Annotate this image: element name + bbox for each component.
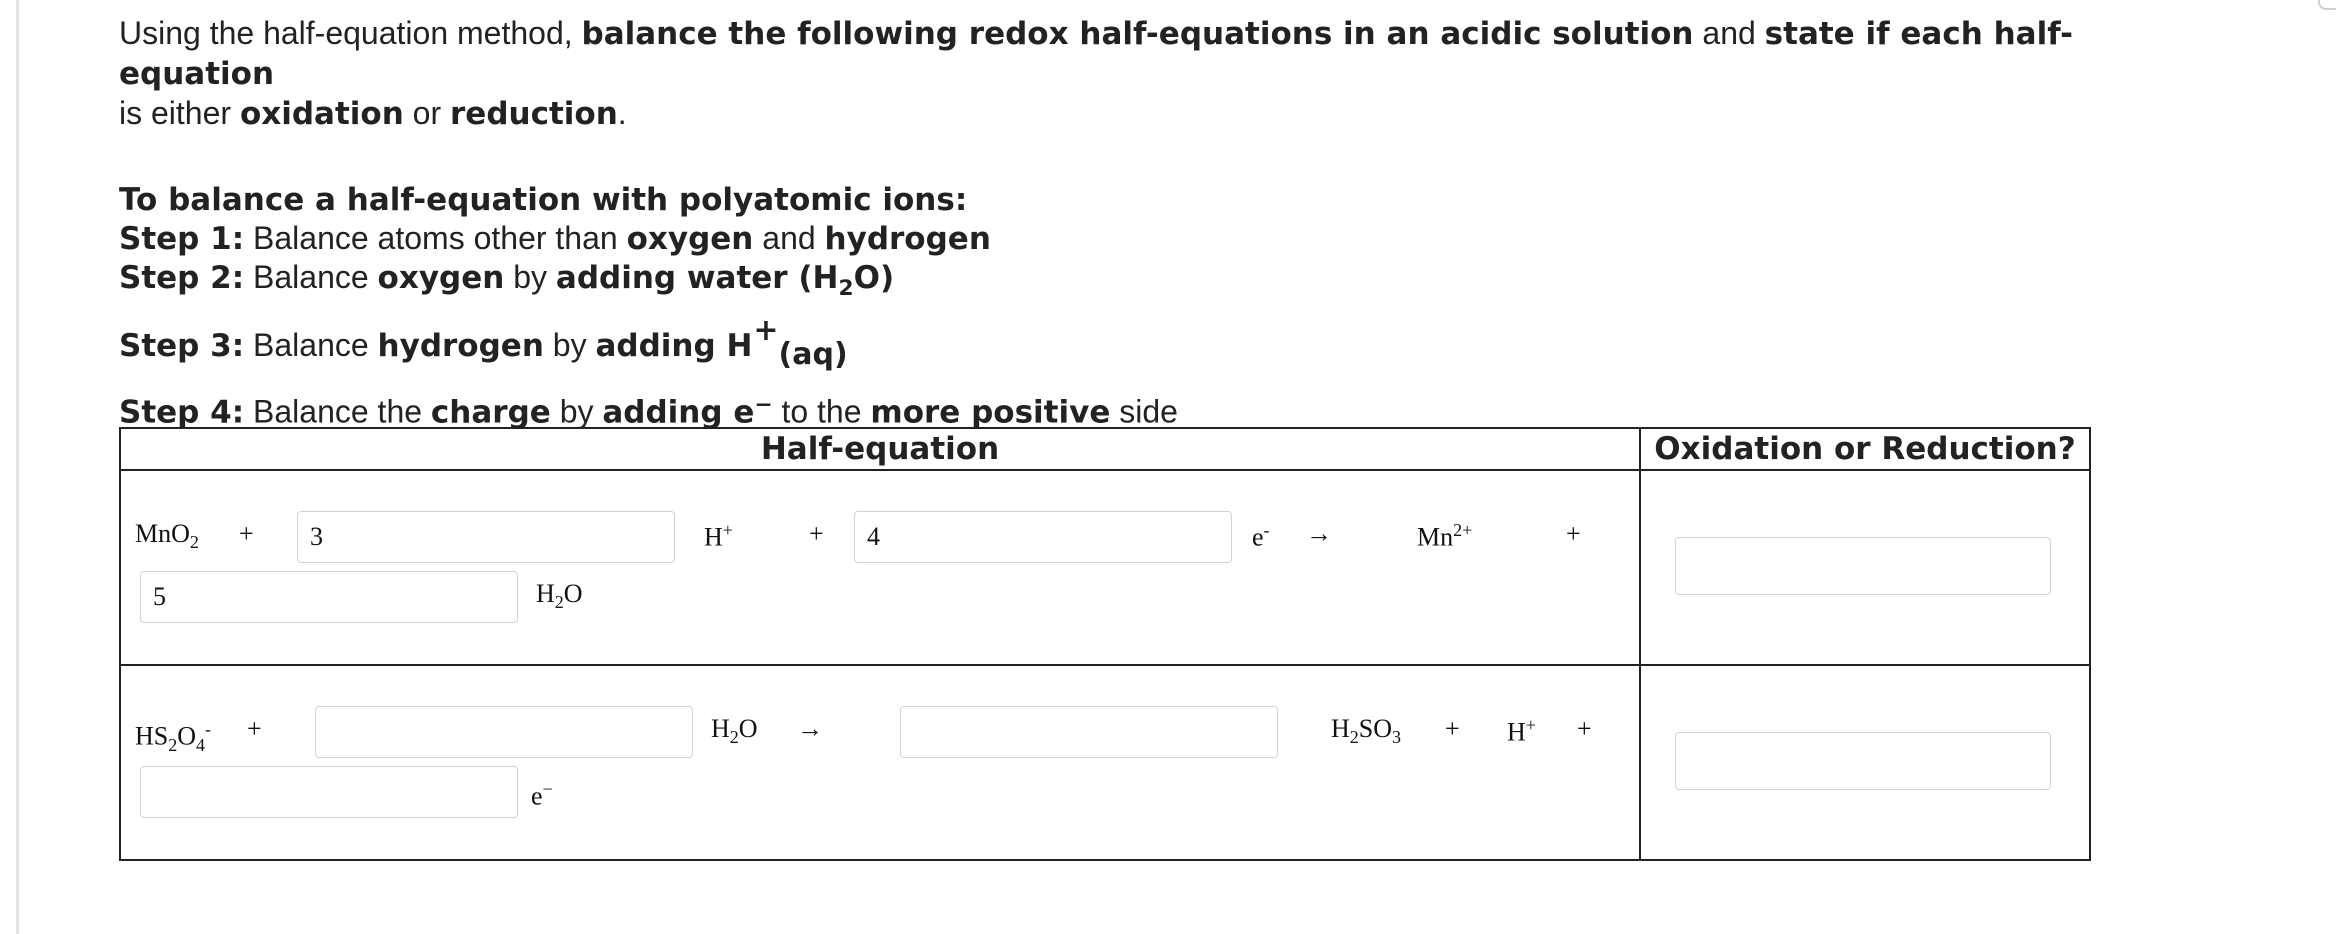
question-content <box>119 14 2119 432</box>
plus-sign: + <box>1445 714 1460 743</box>
oxidation-or-reduction-input-1[interactable] <box>1675 537 2051 595</box>
half-equation-cell-1 <box>120 470 1640 665</box>
formula-h2so3: $H_2SO_3$ <box>1331 714 1402 748</box>
formula-h2o: $H_2O$ <box>711 714 758 748</box>
table-row <box>120 470 2090 665</box>
formula-mn2-plus: $Mn^{2+}$ <box>1417 520 1473 552</box>
coefficient-input-h2so3[interactable] <box>900 706 1278 758</box>
step-2: Step 2: Balance oxygen by adding water $(H_2O)$ <box>119 259 895 302</box>
header-oxidation-or-reduction: Oxidation or Reduction? <box>1640 428 2090 470</box>
answer-cell-2 <box>1640 665 2090 860</box>
plus-sign: + <box>1566 519 1581 548</box>
steps-list <box>119 180 2119 432</box>
steps-heading: To balance a half-equation with polyatomic ions: <box>119 182 968 218</box>
coefficient-input-h-plus[interactable]: 3 <box>297 511 675 563</box>
coefficient-input-h2o[interactable] <box>315 706 693 758</box>
coefficient-input-electron[interactable] <box>140 766 518 818</box>
plus-sign: + <box>247 714 262 743</box>
plus-sign: + <box>239 519 254 548</box>
step-1: Step 1: Balance atoms other than oxygen and hydrogen <box>119 220 991 257</box>
reaction-arrow: → <box>797 714 823 743</box>
step-4: Step 4: Balance the charge by adding e− to the more positive side <box>119 392 1178 431</box>
formula-electron: e− <box>531 779 553 811</box>
step-3: Step 3: Balance hydrogen by adding H+(aq) <box>119 313 848 373</box>
corner-decoration <box>2318 0 2336 10</box>
formula-mno2: MnO$_2$ <box>135 519 199 553</box>
formula-h-plus: H+ <box>1507 715 1536 747</box>
plus-sign: + <box>809 519 824 548</box>
table-header-row <box>120 428 2090 470</box>
formula-electron: e- <box>1252 520 1270 552</box>
question-instructions: Using the half-equation method, balance the following redox half-equations in an acidic solution and state if each half-equation is either oxidation or reduction. <box>119 15 2074 132</box>
coefficient-input-electron[interactable]: 4 <box>854 511 1232 563</box>
answer-cell-1 <box>1640 470 2090 665</box>
oxidation-or-reduction-input-2[interactable] <box>1675 732 2051 790</box>
table-row <box>120 665 2090 860</box>
formula-h-plus: H+ <box>704 520 733 552</box>
plus-sign: + <box>1577 714 1592 743</box>
formula-h2o: $H_2O$ <box>536 579 583 613</box>
coefficient-input-h2o[interactable]: 5 <box>140 571 518 623</box>
page-left-border <box>16 0 19 934</box>
header-half-equation: Half-equation <box>120 428 1640 470</box>
reaction-arrow: → <box>1306 519 1332 548</box>
half-equation-table <box>119 427 2091 861</box>
half-equation-cell-2 <box>120 665 1640 860</box>
formula-hs2o4-minus: $HS_2O_4^-$ <box>135 719 212 755</box>
